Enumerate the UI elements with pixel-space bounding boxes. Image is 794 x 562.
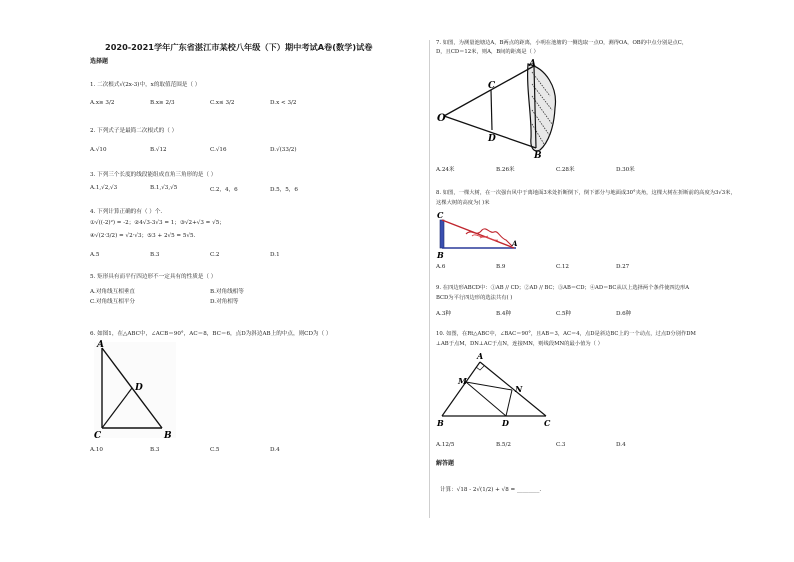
q3-stem: 3. 下列三个长度的线段能组成直角三角形的是（ ） (90, 172, 217, 178)
column-divider (429, 40, 430, 518)
q1-option-a[interactable]: A.x≥ 3/2 (90, 100, 115, 106)
q2-option-a[interactable]: A.√10 (90, 147, 107, 153)
q7-pond-figure (436, 58, 566, 160)
q5-option-a[interactable]: A.对角线互相垂直 (90, 289, 135, 295)
q4-option-d[interactable]: D.1 (270, 252, 280, 258)
q1-option-d[interactable]: D.x < 3/2 (270, 100, 297, 106)
q7-label-a: A (529, 59, 536, 69)
q10-label-c: C (544, 418, 551, 428)
q9-option-d[interactable]: D.6种 (616, 311, 632, 317)
q8-option-d[interactable]: D.27 (616, 264, 630, 270)
q5-option-d[interactable]: D.对角相等 (210, 299, 239, 305)
q7-stem-line1: 7. 如图，为测量池塘边A，B两点的距离，小明在池塘的一侧选取一点O，测得OA，OB的中点分别是点C， (436, 40, 688, 46)
q9-option-c[interactable]: C.5种 (556, 311, 572, 317)
q4-option-a[interactable]: A.5 (90, 252, 100, 258)
q9-stem-line2: BCD为平行四边形的选法共有( ) (436, 295, 513, 301)
q6-label-d: D (135, 383, 143, 393)
q7-label-b: B (534, 151, 542, 161)
section-answer-heading: 解答题 (436, 460, 455, 467)
q8-label-b: B (437, 250, 444, 260)
q3-option-a[interactable]: A.1,√2,√3 (90, 185, 118, 191)
q2-option-b[interactable]: B.√12 (150, 147, 167, 153)
q10-stem-line1: 10. 如图，在Rt△ABC中，∠BAC＝90°，且AB＝3，AC＝4，点D是斜边BC上的一个动点，过点D分别作DM (436, 331, 696, 337)
q10-triangle-figure (436, 350, 556, 430)
q3-option-b[interactable]: B.1,√3,√5 (150, 185, 178, 191)
q8-option-b[interactable]: B.9 (496, 264, 506, 270)
q8-option-c[interactable]: C.12 (556, 264, 569, 270)
q10-label-n: N (515, 384, 523, 394)
q1-option-b[interactable]: B.x≥ 2/3 (150, 100, 175, 106)
q6-label-b: B (164, 431, 172, 441)
q6-label-c: C (94, 431, 102, 441)
q10-label-m: M (458, 376, 467, 386)
q6-option-c[interactable]: C.5 (210, 447, 220, 453)
q10-option-a[interactable]: A.12/5 (436, 442, 455, 448)
q10-label-b: B (437, 418, 444, 428)
q6-stem: 6. 如图1，在△ABC中，∠ACB＝90°，AC＝8，BC＝6，点D为斜边AB上的中点，则CD为（ ） (90, 331, 332, 337)
q10-label-d: D (502, 418, 509, 428)
q6-label-a: A (97, 340, 104, 350)
q2-option-d[interactable]: D.√(33/2) (270, 147, 297, 153)
q8-stem-line1: 8. 如图，一棵大树，在一次强台风中于离地面3米处折断倒下，倒下部分与地面成30°夹角，这棵大树在折断前的高度为3√3米， (436, 190, 736, 196)
q9-option-b[interactable]: B.4种 (496, 311, 512, 317)
q7-option-a[interactable]: A.24米 (436, 167, 455, 173)
q6-option-a[interactable]: A.10 (90, 447, 103, 453)
q7-label-c: C (488, 81, 496, 91)
q6-option-b[interactable]: B.3 (150, 447, 160, 453)
q8-option-a[interactable]: A.6 (436, 264, 446, 270)
q6-triangle-figure (90, 338, 180, 442)
q2-stem: 2. 下列式子是最简二次根式的（ ） (90, 128, 178, 134)
q10-option-b[interactable]: B.5/2 (496, 442, 511, 448)
q11-computation[interactable]: 计算：√18 - 2√(1/2) + √8 = ________. (440, 487, 542, 493)
q7-label-o: O (437, 113, 446, 124)
q7-label-d: D (488, 134, 496, 144)
q4-stem: 4. 下列计算正确的有（ ）个. (90, 209, 163, 215)
q7-stem-line2: D，且CD＝12米，则A，B间的距离是（ ） (436, 49, 539, 55)
q10-option-d[interactable]: D.4 (616, 442, 626, 448)
q3-option-c[interactable]: C.2，4，6 (210, 187, 238, 193)
q4-statements-line2: ④√(2·3/2) = √2·√3；⑤3 + 2√5 = 5√5. (90, 233, 196, 239)
q10-label-a: A (477, 351, 484, 361)
q2-option-c[interactable]: C.√16 (210, 147, 227, 153)
q8-label-c: C (437, 210, 444, 220)
q10-stem-line2: ⊥AB于点M，DN⊥AC于点N，连接MN，则线段MN的最小值为（ ） (436, 341, 603, 347)
q5-option-b[interactable]: B.对角线相等 (210, 289, 244, 295)
page-title: 2020-2021学年广东省湛江市某校八年级（下）期中考试A卷(数学)试卷 (105, 42, 373, 52)
q7-option-c[interactable]: C.28米 (556, 167, 575, 173)
q1-stem: 1. 二次根式√(2x-3)中，x的取值范围是（ ） (90, 82, 201, 88)
q3-option-d[interactable]: D.5，5，6 (270, 187, 298, 193)
q4-option-b[interactable]: B.3 (150, 252, 160, 258)
q8-label-a: A (512, 239, 518, 248)
section-choice-heading: 选择题 (90, 58, 109, 65)
q5-option-c[interactable]: C.对角线互相平分 (90, 299, 136, 305)
q9-option-a[interactable]: A.3种 (436, 311, 451, 317)
q7-option-b[interactable]: B.26米 (496, 167, 515, 173)
q4-option-c[interactable]: C.2 (210, 252, 220, 258)
q9-stem-line1: 9. 在四边形ABCD中：①AB // CD；②AD // BC；③AB＝CD；④AD＝BC从以上选择两个条件使四边形A (436, 285, 690, 291)
q5-stem: 5. 矩形具有而平行四边形不一定具有的性质是（ ） (90, 274, 217, 280)
q8-stem-line2: 这棵大树的高度为( )米 (436, 200, 490, 206)
q7-option-d[interactable]: D.30米 (616, 167, 635, 173)
q10-option-c[interactable]: C.3 (556, 442, 566, 448)
q8-tree-figure (436, 210, 522, 260)
q1-option-c[interactable]: C.x≤ 3/2 (210, 100, 235, 106)
q4-statements-line1: ①√((-2)²) = -2；②4√3-3√3 = 1；③√2+√3 = √5； (90, 220, 225, 226)
q6-option-d[interactable]: D.4 (270, 447, 280, 453)
